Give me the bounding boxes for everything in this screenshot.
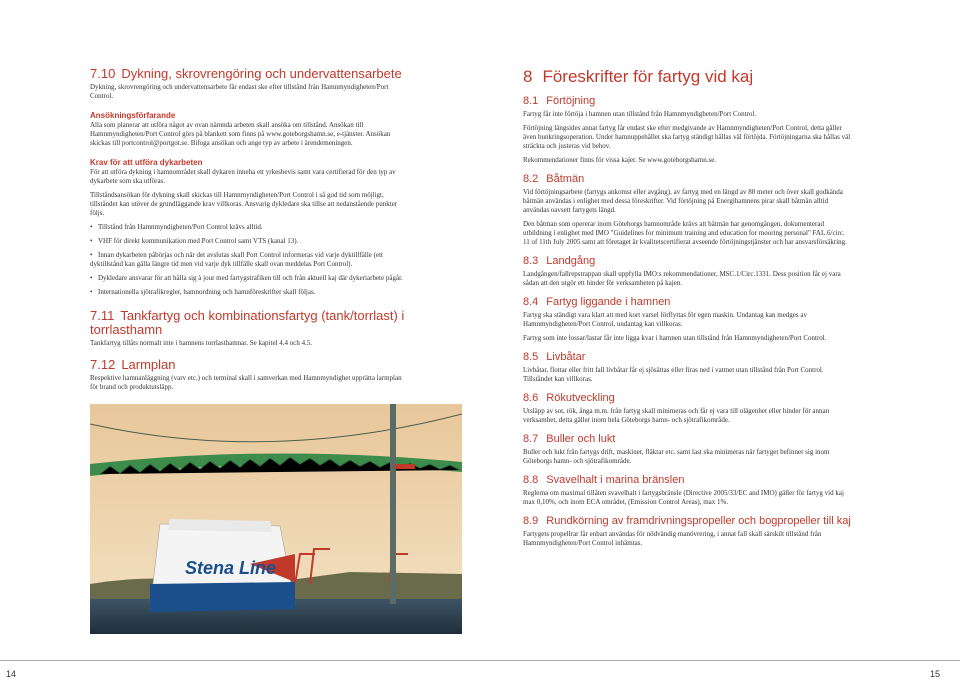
sections-list [523, 95, 853, 548]
paragraph: Buller och lukt från fartygs drift, maskiner, fläktar etc. samt last ska minimeras när fartyget befinner sig inom Göteborgs hamn- och sjötrafikområde. [523, 448, 830, 465]
paragraph: Utsläpp av sot, rök, ånga m.m. från fartyg skall minimeras och får ej vara till olägenhet eller hinder för annan verksamhet, detta gäller inom hela Göteborgs hamn- och sjötrafikområde. [523, 407, 830, 424]
section-title: Landgång [546, 255, 596, 267]
ship-bridge-image [90, 404, 462, 634]
paragraph: Fartygets propellrar får enbart användas för nödvändig manövrering, i annat fall skall särskilt tillstånd från Hamnmyndigheten/Port Control inhämtas. [523, 530, 822, 547]
section-heading-8-8 [523, 474, 853, 486]
chapter-heading [523, 67, 853, 87]
chapter-number: 8 [523, 67, 533, 86]
bullet-item: • Internationella sjötrafikregler, hamnordning och hamnföreskrifter skall följas. [90, 288, 316, 296]
section-number: 8.5 [523, 351, 539, 363]
section-title: Båtmän [546, 173, 585, 185]
paragraph: Dykning, skrovrengöring och undervattensarbete får endast ske efter tillstånd från Hamnmyndigheten/Port Control. [90, 83, 389, 100]
section-number: 8.9 [523, 515, 539, 527]
paragraph: Den båtman som opererar inom Göteborgs hamnområde krävs att båtmän har genomgången, dokumenterad utbildning i enlighet med IMO "Guidelines for minimum training and education for mooring personal" FAL.6/circ. 11 of 11th July 2005 samt att företaget är kvalitetscertifierat avseende förtöjningstjänster och har ansvarsförsäkring. [523, 220, 847, 246]
paragraph: För att utföra dykning i hamnområdet skall dykaren inneha ett yrkesbevis samt vara certifierad för den typ av dykarbete som ska utföras. [90, 168, 396, 185]
section-heading-8-6 [523, 392, 853, 404]
paragraph: Tillståndsansökan för dykning skall skickas till Hamnmyndigheten/Port Control i så god tid som möjligt, tillståndet kan utöver de grundläggande krav villkoras. Ansvarig dykledare ska tillse att nedanstående punkter följs. [90, 191, 398, 217]
section-title: Rökutveckling [546, 392, 615, 404]
paragraph: Tankfartyg tillåts normalt inte i hamnens torrlasthamnar. Se kapitel 4.4 och 4.5. [90, 339, 313, 347]
section-number: 8.4 [523, 296, 539, 308]
section-title: Fartyg liggande i hamnen [546, 296, 671, 308]
paragraph: Förtöjning längsides annat fartyg får endast ske efter medgivande av Hamnmyndigheten/Port Control, detta gäller även bunkringsoperation. Under hamnuppehållet ska fartyg ständigt hållas väl förtöjda. Förtöjningarna ska hållas väl sträckta och justeras vid behov. [523, 124, 851, 150]
section-heading-7-12 [90, 358, 410, 372]
section-heading-8-7 [523, 433, 853, 445]
section-title: Tankfartyg och kombinationsfartyg (tank/torrlast) i torrlasthamn [90, 308, 405, 337]
section-title: Förtöjning [546, 95, 596, 107]
paragraph: Vid förtöjningsarbete (fartygs ankomst eller avgång), av fartyg med en längd av 80 meter och över skall godkända båtmän användas i enlighet med dessa föreskrifter. Vid förtöjning på Energihamnens pirar skall båtmän alltid användas oavsett fartygets längd. [523, 188, 843, 214]
paragraph: Reglerna om maximal tillåten svavelhalt i fartygsbränsle (Directive 2005/33/EC and IMO) gäller för fartyg vid kaj max 0,10%, och inom ECA området, (Emission Control Areas), max 1%. [523, 489, 844, 506]
right-page [480, 0, 960, 695]
section-heading-8-3 [523, 255, 853, 267]
ship-logo: Stena Line [185, 558, 277, 578]
paragraph: Landgången/fallrepstrappan skall uppfylla IMO:s rekommendationer, MSC.1/Circ.1331. Dess position får ej vara sådan att den utgör ett hinder för verksamheten på kajen. [523, 270, 841, 287]
paragraph: Alla som planerar att utföra något av ovan nämnda arbeten skall ansöka om tillstånd. Ansökan till Hamnmyndigheten/Port Control görs på blankett som finns på www.goteborgshamn.se, e-tjänster. Ansökan skickas till portcontrol@portgot.se. Bifoga ansökan och ange typ av arbete i ärendemeningen. [90, 121, 391, 147]
section-heading-7-11 [90, 309, 410, 337]
section-number: 8.6 [523, 392, 539, 404]
paragraph: Fartyg som inte lossar/lastar får inte ligga kvar i hamnen utan tillstånd från Hamnmyndigheten/Port Control. [523, 334, 827, 342]
section-heading-8-2 [523, 173, 853, 185]
section-number: 7.10 [90, 66, 116, 81]
section-title: Buller och lukt [546, 433, 616, 445]
paragraph: Rekommendationer finns för vissa kajer. Se www.goteborgshamn.se. [523, 156, 717, 164]
section-number: 8.7 [523, 433, 539, 445]
right-column [523, 67, 853, 553]
bullet-item: • VHF för direkt kommunikation med Port Control samt VTS (kanal 13). [90, 237, 299, 245]
section-heading-8-4 [523, 296, 853, 308]
section-title: Rundkörning av framdrivningspropeller och bogpropeller till kaj [546, 515, 851, 527]
subheading-ansokning: Ansökningsförfarande [90, 111, 176, 120]
section-number: 8.2 [523, 173, 539, 185]
section-heading-8-1 [523, 95, 853, 107]
footer-rule [0, 660, 960, 661]
section-title: Larmplan [121, 357, 176, 372]
subheading-krav: Krav för att utföra dykarbeten [90, 158, 203, 167]
page-number-left: 14 [6, 669, 17, 679]
section-heading-8-5 [523, 351, 853, 363]
section-number: 8.8 [523, 474, 539, 486]
left-column [90, 67, 410, 397]
paragraph: Respektive hamnanläggning (varv etc.) och terminal skall i samverkan med Hamnmyndighet upprätta larmplan för brand och produktutsläpp. [90, 374, 402, 391]
section-title: Livbåtar [546, 351, 586, 363]
bullet-item: • Innan dykarbeten påbörjas och när det avslutas skall Port Control informeras vid varje dyktillfälle (ett dyktillstånd kan gälla längre tid men vid varje dyk tillfälle skall ovan meddelas Port Control). [90, 251, 383, 268]
bullet-item: • Tillstånd från Hamnmyndigheten/Port Control krävs alltid. [90, 223, 263, 231]
section-heading-8-9 [523, 515, 853, 527]
section-title: Dykning, skrovrengöring och undervattensarbete [121, 66, 402, 81]
page-number-right: 15 [930, 669, 941, 679]
paragraph: Fartyg ska ständigt vara klart att med kort varsel förflyttas för egen maskin. Undantag kan medges av Hamnmyndigheten/Port Control, undantag kan villkoras. [523, 311, 807, 328]
paragraph: Livbåtar, flottar eller fritt fall livbåtar får ej sjösättas eller firas ned i vattnet utan tillstånd från Port Control. Tillståndet kan villkoras. [523, 366, 824, 383]
section-number: 8.3 [523, 255, 539, 267]
section-number: 7.11 [90, 308, 115, 323]
section-number: 8.1 [523, 95, 539, 107]
bullet-item: • Dykledare ansvarar för att hålla sig à jour med fartygstrafiken till och från aktuell kaj där dykeriarbete pågår. [90, 274, 403, 282]
section-heading-7-10 [90, 67, 410, 81]
section-number: 7.12 [90, 357, 116, 372]
harbor-photo [90, 404, 462, 634]
paragraph: Fartyg får inte förtöja i hamnen utan tillstånd från Hamnmyndigheten/Port Control. [523, 110, 757, 118]
chapter-title: Föreskrifter för fartyg vid kaj [542, 67, 754, 86]
section-title: Svavelhalt i marina bränslen [546, 474, 685, 486]
